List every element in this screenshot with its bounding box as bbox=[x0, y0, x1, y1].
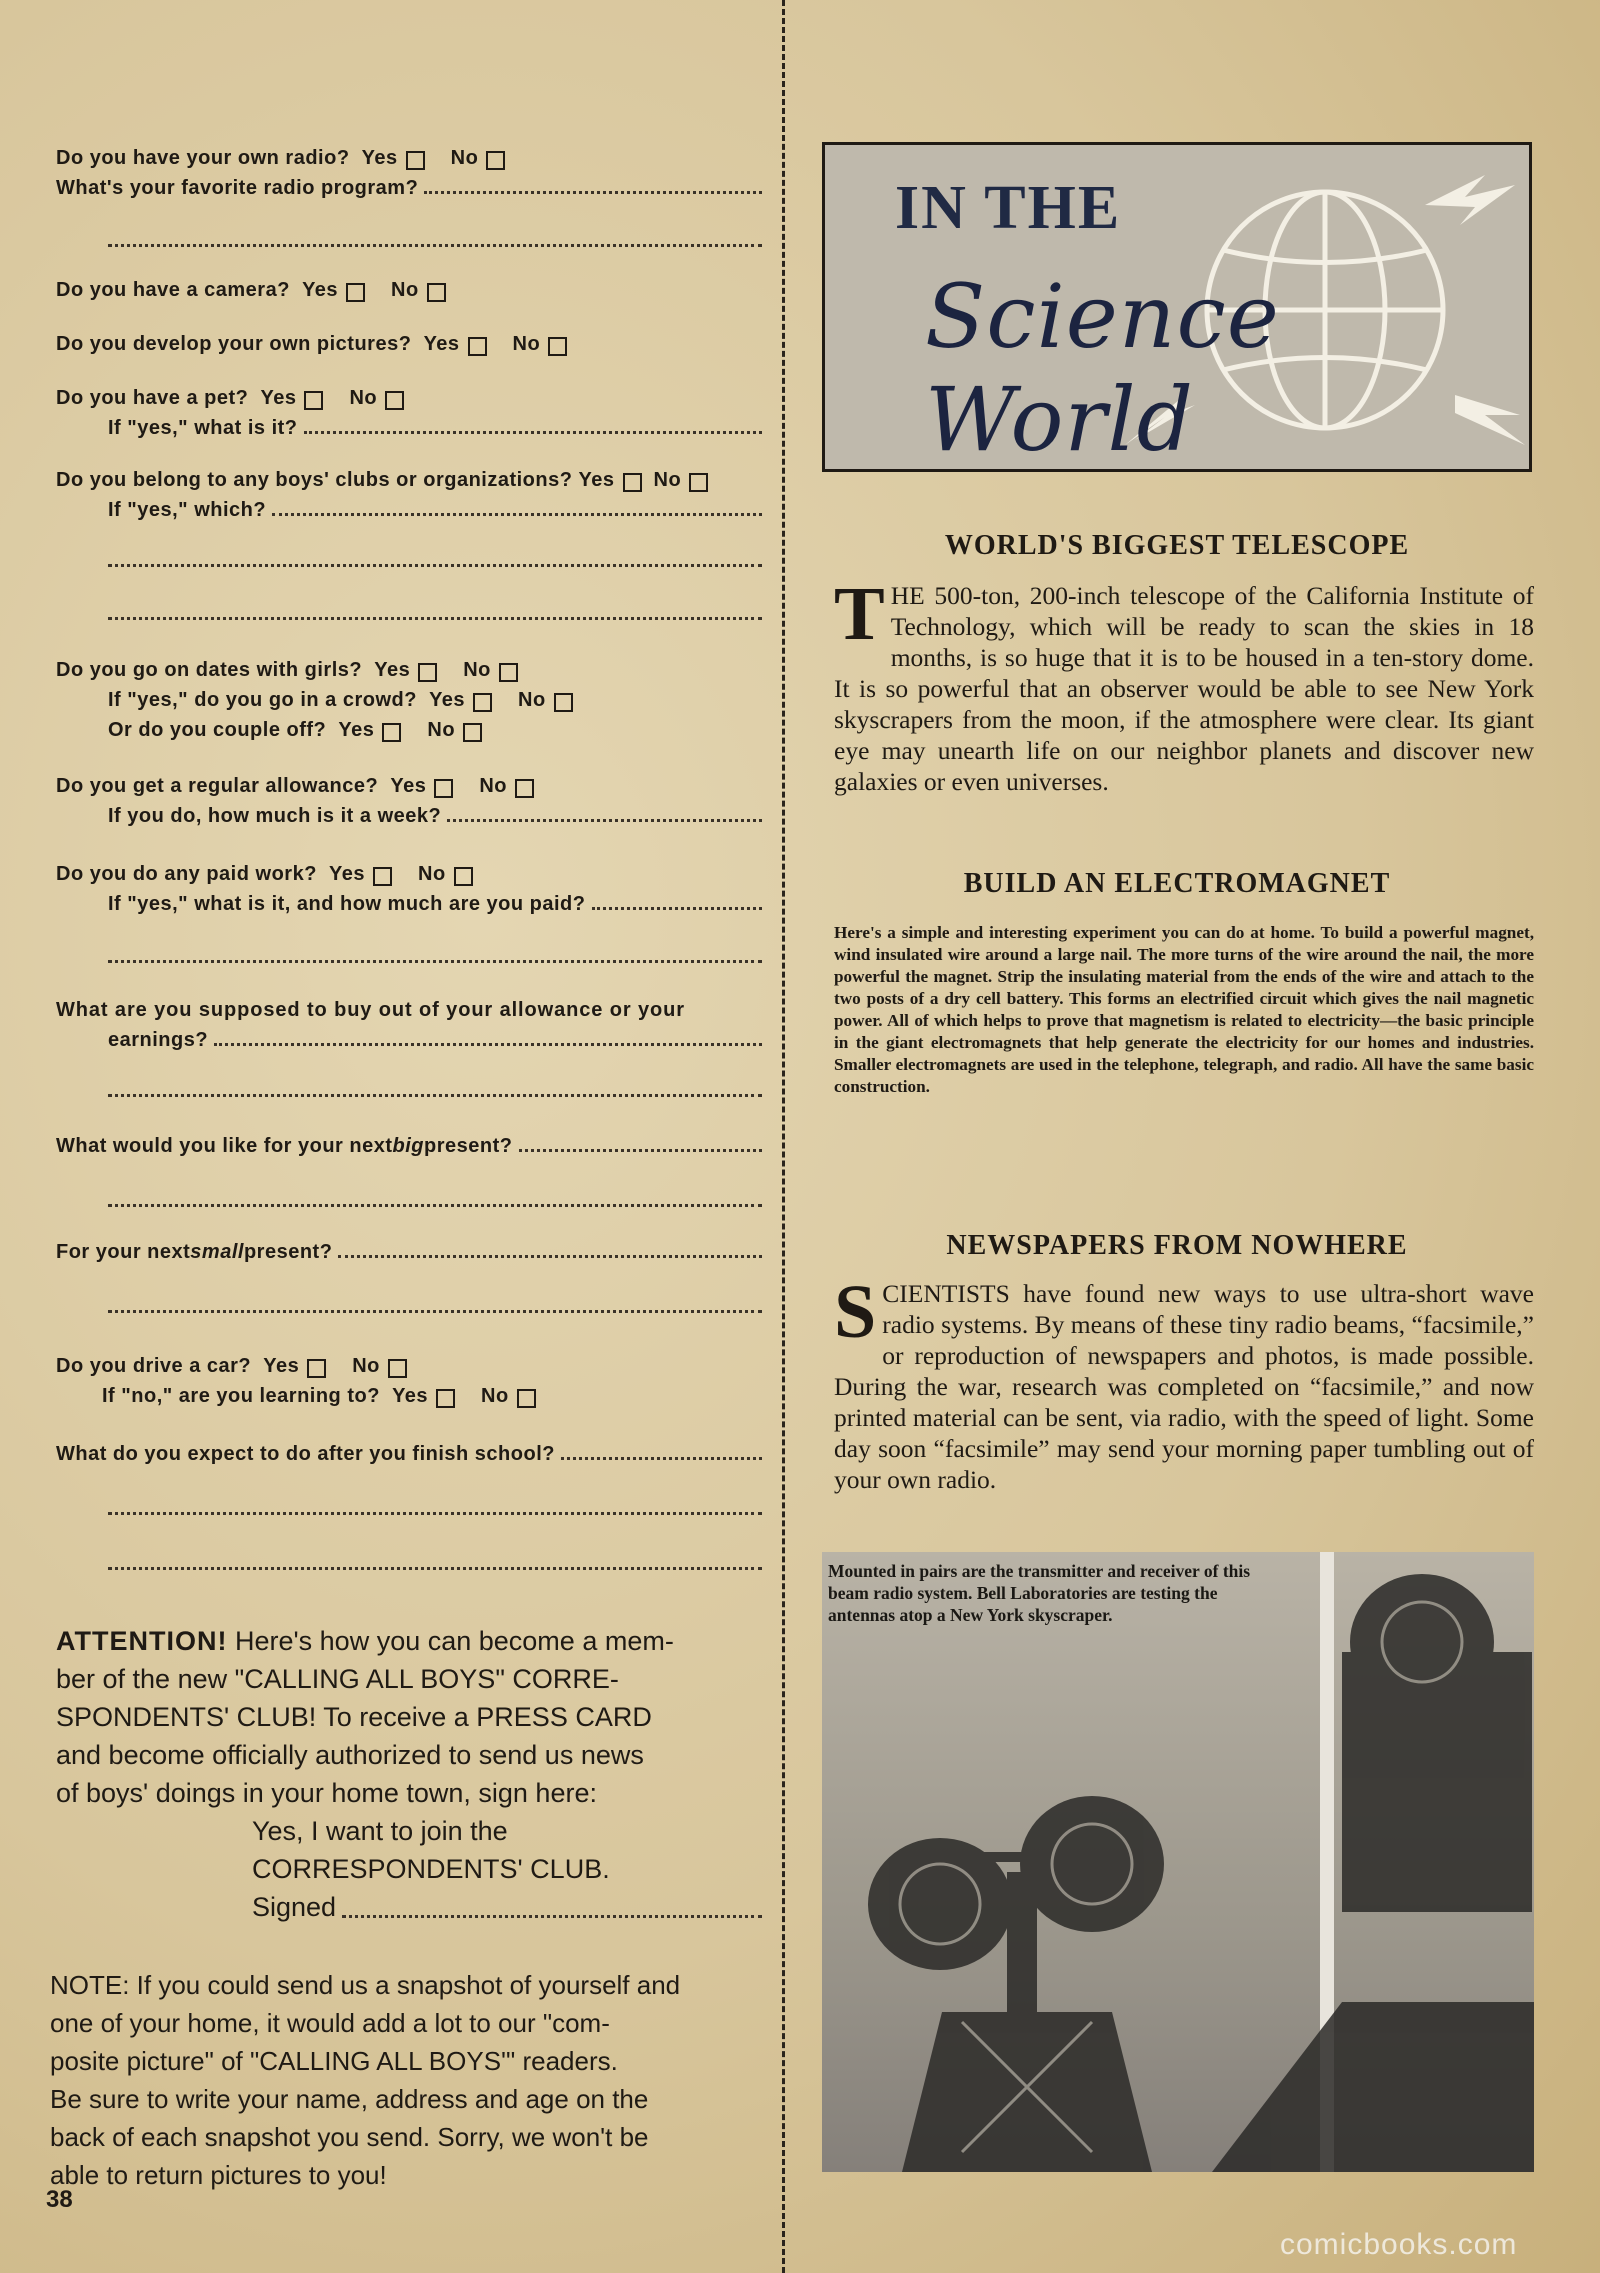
answer-line[interactable] bbox=[108, 1521, 762, 1570]
telescope-body: THE 500-ton, 200-inch telescope of the California Institute of Technology, which will be ready to scan the skies in 18 months, is so huge that it is to be housed in a ten-story dome. It is so powerful that an observer would be able to see New York skyscrapers from the moon, if the atmosphere were clear. Its giant eye may unearth life on our neighbor planets and discover new galaxies or even universes. bbox=[834, 572, 1534, 796]
checkbox-couple-no[interactable] bbox=[463, 723, 482, 742]
question-dates: Do you go on dates with girls? Yes No If "yes," do you go in a crowd? Yes No Or do you couple off? Yes No bbox=[56, 652, 762, 742]
newspapers-body: SCIENTISTS have found new ways to use ultra-short wave radio systems. By means of these tiny radio beams, “facsimile,” or reproduction of newspapers and photos, is made possible. During the war, research was completed on “facsimile,” and now printed material can be sent, via radio, with the speed of light. Some day soon “facsimile” may send your morning paper tumbling out of your own radio. bbox=[834, 1270, 1534, 1494]
answer-line[interactable] bbox=[592, 907, 763, 910]
question-develop: Do you develop your own pictures? Yes No bbox=[56, 326, 762, 356]
science-world-banner bbox=[822, 142, 1532, 472]
checkbox-camera-no[interactable] bbox=[427, 283, 446, 302]
answer-line[interactable] bbox=[108, 1466, 762, 1515]
checkbox-car-yes[interactable] bbox=[307, 1359, 326, 1378]
checkbox-work-yes[interactable] bbox=[373, 867, 392, 886]
answer-line[interactable] bbox=[108, 1158, 762, 1207]
question-work: Do you do any paid work? Yes No If "yes," what is it, and how much are you paid? bbox=[56, 856, 762, 969]
note-block: NOTE: If you could send us a snapshot of yourself and one of your home, it would add a lot to our "com- posite picture" of "CALLING ALL BOYS'" readers. Be sure to write your name, address and age on the back of each snapshot you send. Sorry, we won't be able to return pictures to you! bbox=[50, 1970, 681, 2190]
answer-line[interactable] bbox=[424, 191, 762, 194]
answer-line[interactable] bbox=[108, 522, 762, 567]
checkbox-radio-no[interactable] bbox=[486, 151, 505, 170]
page-number: 38 bbox=[46, 2186, 73, 2213]
electromagnet-title: BUILD AN ELECTROMAGNET bbox=[963, 868, 1391, 899]
answer-line[interactable] bbox=[214, 1043, 762, 1046]
question-radio: Do you have your own radio? Yes No What's your favorite radio program? bbox=[56, 140, 762, 253]
antenna-illustration bbox=[822, 1552, 1534, 2172]
antenna-photo bbox=[822, 1552, 1534, 2172]
checkbox-clubs-no[interactable] bbox=[689, 473, 708, 492]
checkbox-develop-no[interactable] bbox=[548, 337, 567, 356]
signature-field[interactable]: Signed bbox=[56, 1888, 762, 1926]
checkbox-camera-yes[interactable] bbox=[346, 283, 365, 302]
attention-block: ATTENTION! Here's how you can become a mem- ber of the new "CALLING ALL BOYS" CORRE- SPONDENTS' CLUB! To receive a PRESS CARD and become officially authorized to send us news of boys' doings in your home town, sign here: Yes, I want to join the CORRESPONDENTS' CLUB. Signed bbox=[56, 1622, 762, 1926]
question-small-present: For your next small present? bbox=[56, 1234, 762, 1319]
answer-line[interactable] bbox=[338, 1255, 762, 1258]
newspapers-title: NEWSPAPERS FROM NOWHERE bbox=[946, 1230, 1408, 1261]
electromagnet-body: Here's a simple and interesting experiment you can do at home. To build a powerful magnet, wind insulated wire around a large nail. The more turns of the wire around the nail, the more powerful the magnet. Strip the insulating material from the ends of the wire and attach to the two posts of a dry cell battery. This forms an electrified circuit which gives the nail magnetic power. All of which helps to prove that magnetism is related to electricity—the basic principle in the giant electromagnets that help generate the electricity for our homes and industries. Smaller electromagnets are used in the telephone, telegraph, and radio. All have the same basic construction. bbox=[834, 923, 1534, 1096]
checkbox-couple-yes[interactable] bbox=[382, 723, 401, 742]
answer-line[interactable] bbox=[108, 1264, 762, 1313]
checkbox-learning-yes[interactable] bbox=[436, 1389, 455, 1408]
question-big-present: What would you like for your next big present? bbox=[56, 1128, 762, 1213]
checkbox-car-no[interactable] bbox=[388, 1359, 407, 1378]
checkbox-pet-yes[interactable] bbox=[304, 391, 323, 410]
checkbox-allowance-yes[interactable] bbox=[434, 779, 453, 798]
banner-line-2: Science World bbox=[925, 265, 1280, 471]
photo-caption: Mounted in pairs are the transmitter and receiver of this beam radio system. Bell Laboratories are testing the antennas atop a New York skyscraper. bbox=[828, 1561, 1251, 1625]
checkbox-crowd-yes[interactable] bbox=[473, 693, 492, 712]
question-car: Do you drive a car? Yes No If "no," are you learning to? Yes No bbox=[56, 1348, 762, 1408]
site-watermark: comicbooks.com bbox=[1280, 2228, 1518, 2261]
question-allowance: Do you get a regular allowance? Yes No If you do, how much is it a week? bbox=[56, 768, 762, 828]
answer-line[interactable] bbox=[108, 1052, 762, 1097]
question-pet: Do you have a pet? Yes No If "yes," what is it? bbox=[56, 380, 762, 440]
telescope-dropcap: T bbox=[834, 572, 885, 656]
answer-line[interactable] bbox=[304, 431, 762, 434]
question-camera: Do you have a camera? Yes No bbox=[56, 272, 762, 302]
answer-line[interactable] bbox=[519, 1149, 763, 1152]
question-clubs: Do you belong to any boys' clubs or organizations? Yes No If "yes," which? bbox=[56, 462, 762, 626]
checkbox-pet-no[interactable] bbox=[385, 391, 404, 410]
checkbox-dates-yes[interactable] bbox=[418, 663, 437, 682]
checkbox-learning-no[interactable] bbox=[517, 1389, 536, 1408]
checkbox-work-no[interactable] bbox=[454, 867, 473, 886]
question-buy: What are you supposed to buy out of your allowance or your earnings? bbox=[56, 992, 762, 1103]
checkbox-dates-no[interactable] bbox=[499, 663, 518, 682]
checkbox-crowd-no[interactable] bbox=[554, 693, 573, 712]
newspapers-dropcap: S bbox=[834, 1270, 877, 1354]
column-divider bbox=[782, 0, 785, 2273]
question-after-school: What do you expect to do after you finish school? bbox=[56, 1436, 762, 1576]
answer-line[interactable] bbox=[272, 513, 762, 516]
attention-heading: ATTENTION! bbox=[56, 1626, 228, 1656]
checkbox-radio-yes[interactable] bbox=[406, 151, 425, 170]
answer-line[interactable] bbox=[108, 200, 762, 247]
checkbox-allowance-no[interactable] bbox=[515, 779, 534, 798]
telescope-title: WORLD'S BIGGEST TELESCOPE bbox=[944, 530, 1410, 561]
answer-line[interactable] bbox=[447, 819, 762, 822]
banner-line-1: IN THE bbox=[895, 174, 1122, 242]
checkbox-develop-yes[interactable] bbox=[468, 337, 487, 356]
checkbox-clubs-yes[interactable] bbox=[623, 473, 642, 492]
answer-line[interactable] bbox=[561, 1457, 762, 1460]
answer-line[interactable] bbox=[108, 916, 762, 963]
answer-line[interactable] bbox=[108, 573, 762, 620]
